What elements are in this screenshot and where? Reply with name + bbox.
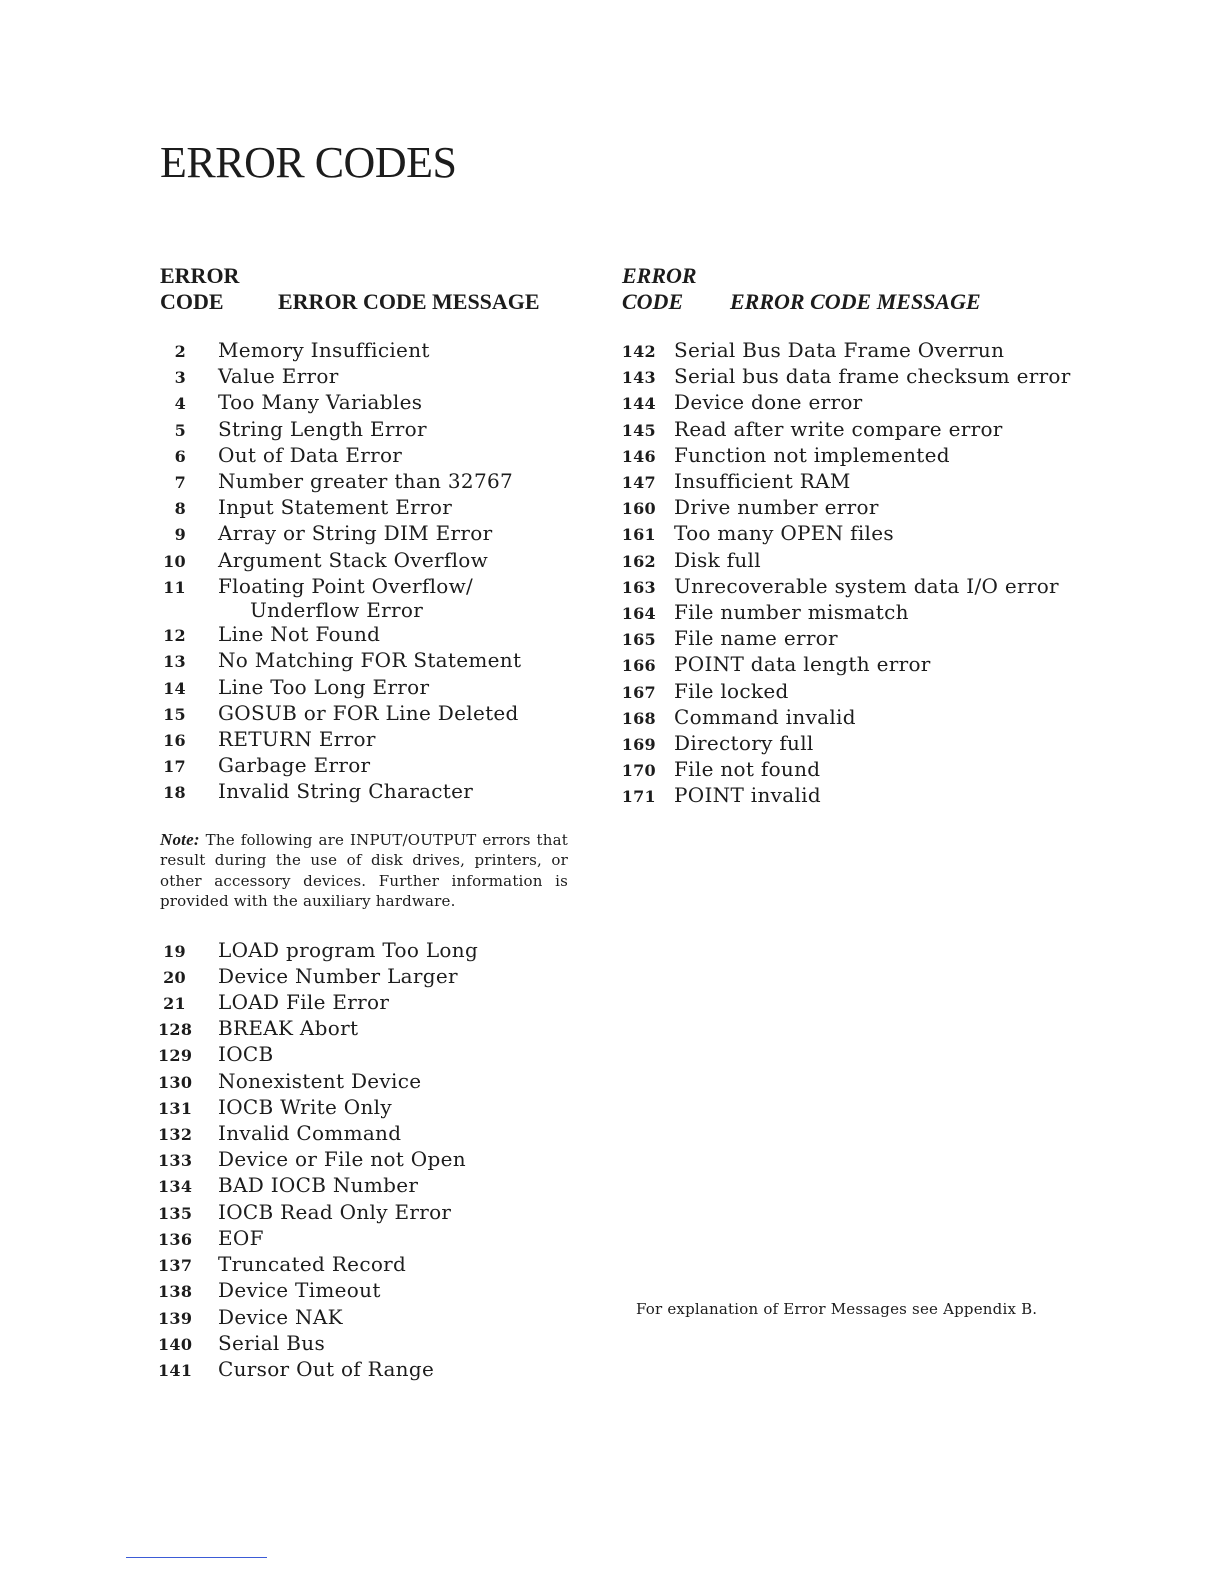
error-code-row bbox=[158, 1173, 578, 1199]
error-code-message bbox=[674, 417, 1090, 441]
error-code-message bbox=[674, 521, 1090, 545]
error-code-message bbox=[218, 469, 578, 493]
error-code-message bbox=[674, 548, 1090, 572]
error-code-number: 163 bbox=[621, 577, 656, 597]
error-code-number: 143 bbox=[621, 368, 656, 388]
error-code-message bbox=[218, 574, 578, 622]
error-code-number: 161 bbox=[621, 525, 656, 545]
error-code-message-text: BAD IOCB Number bbox=[218, 1173, 419, 1198]
header-error-label: ERROR bbox=[160, 263, 240, 288]
error-code-message-text: Command invalid bbox=[674, 704, 856, 729]
error-code-row bbox=[158, 417, 578, 443]
error-code-number: 131 bbox=[158, 1098, 193, 1118]
error-code-row bbox=[158, 1357, 578, 1383]
error-code-message-text: IOCB bbox=[218, 1042, 274, 1067]
error-code-message-text: Nonexistent Device bbox=[218, 1068, 422, 1093]
basic-error-code-list bbox=[158, 338, 578, 806]
error-code-row bbox=[620, 548, 1090, 574]
error-code-message bbox=[218, 1095, 578, 1119]
error-code-number: 142 bbox=[621, 342, 656, 361]
error-code-message-text: Serial bus data frame checksum error bbox=[674, 364, 1071, 389]
error-code-row bbox=[620, 626, 1090, 652]
error-code-row bbox=[158, 1200, 578, 1226]
error-code-message-text: File not found bbox=[674, 757, 821, 782]
error-code-number: 171 bbox=[621, 787, 656, 807]
error-code-number: 18 bbox=[163, 783, 186, 803]
error-code-message-text: Line Too Long Error bbox=[218, 674, 430, 699]
error-code-message-text: Device Timeout bbox=[218, 1278, 381, 1303]
error-code-message-text: Value Error bbox=[218, 364, 339, 389]
error-code-row bbox=[158, 1042, 578, 1068]
error-code-message-text: Out of Data Error bbox=[218, 442, 403, 467]
error-code-message bbox=[218, 1147, 578, 1171]
error-code-row bbox=[158, 364, 578, 390]
error-code-message bbox=[218, 1016, 578, 1040]
error-code-message-text: Insufficient RAM bbox=[674, 469, 851, 494]
error-code-row bbox=[158, 495, 578, 521]
error-code-message bbox=[218, 443, 578, 467]
error-code-message-text: Array or String DIM Error bbox=[218, 521, 493, 546]
error-code-message bbox=[218, 1121, 578, 1145]
error-code-message-text: POINT invalid bbox=[674, 783, 821, 808]
error-code-number: 160 bbox=[621, 499, 656, 519]
header-error-code bbox=[622, 263, 697, 315]
error-code-message bbox=[218, 1331, 578, 1355]
header-message-label: ERROR CODE MESSAGE bbox=[730, 289, 981, 314]
error-code-message-text: Function not implemented bbox=[674, 442, 950, 467]
page-title: ERROR CODES bbox=[160, 138, 457, 187]
error-code-message bbox=[218, 964, 578, 988]
error-code-message bbox=[674, 338, 1090, 362]
error-code-message bbox=[674, 679, 1090, 703]
header-message-label: ERROR CODE MESSAGE bbox=[278, 289, 540, 314]
error-code-message bbox=[674, 443, 1090, 467]
error-code-message bbox=[674, 783, 1090, 807]
io-error-code-list bbox=[158, 938, 578, 1383]
error-code-message bbox=[674, 731, 1090, 755]
left-column-header bbox=[158, 262, 578, 338]
error-code-message bbox=[218, 622, 578, 646]
error-code-number: 19 bbox=[163, 941, 186, 961]
error-code-message bbox=[218, 701, 578, 725]
error-code-message-text: Cursor Out of Range bbox=[218, 1356, 435, 1381]
error-code-message bbox=[218, 548, 578, 572]
error-code-message bbox=[218, 1226, 578, 1250]
error-code-number: 2 bbox=[174, 342, 186, 361]
error-code-message bbox=[674, 757, 1090, 781]
error-code-message-text: Argument Stack Overflow bbox=[218, 547, 489, 572]
error-code-number: 139 bbox=[158, 1308, 193, 1328]
error-code-message bbox=[674, 600, 1090, 624]
error-code-row bbox=[620, 783, 1090, 809]
error-code-message bbox=[218, 1042, 578, 1066]
error-code-row bbox=[158, 648, 578, 674]
error-code-message-text: Too many OPEN files bbox=[674, 521, 894, 546]
error-code-row bbox=[158, 727, 578, 753]
left-column bbox=[158, 262, 578, 1383]
error-code-number: 140 bbox=[158, 1334, 193, 1354]
error-code-row bbox=[620, 338, 1090, 364]
error-code-number: 166 bbox=[621, 656, 656, 676]
error-code-message bbox=[674, 469, 1090, 493]
right-column-header bbox=[620, 262, 1090, 338]
error-code-message-text: Device done error bbox=[674, 390, 863, 415]
error-code-row bbox=[158, 753, 578, 779]
error-code-message bbox=[218, 1357, 578, 1381]
error-code-message bbox=[674, 705, 1090, 729]
error-code-message bbox=[218, 521, 578, 545]
error-code-message bbox=[674, 652, 1090, 676]
error-code-number: 8 bbox=[174, 499, 186, 519]
error-code-row bbox=[620, 731, 1090, 757]
error-code-row bbox=[158, 1095, 578, 1121]
error-code-message-text: File locked bbox=[674, 678, 789, 703]
error-code-row bbox=[158, 390, 578, 416]
error-code-number: 170 bbox=[621, 761, 656, 781]
error-code-message bbox=[218, 727, 578, 751]
error-code-row bbox=[158, 1016, 578, 1042]
error-code-row bbox=[158, 622, 578, 648]
error-code-row bbox=[158, 1147, 578, 1173]
error-code-message-text: Invalid Command bbox=[218, 1121, 402, 1146]
error-code-message-text: Floating Point Overflow/ bbox=[218, 573, 474, 598]
error-code-number: 7 bbox=[174, 473, 186, 493]
error-code-message-text: Too Many Variables bbox=[218, 390, 423, 415]
error-code-row bbox=[620, 652, 1090, 678]
error-code-number: 147 bbox=[621, 473, 656, 493]
error-code-number: 17 bbox=[163, 757, 186, 777]
note-label: Note: bbox=[160, 829, 200, 849]
error-code-number: 144 bbox=[621, 394, 656, 414]
error-code-message-text: LOAD File Error bbox=[218, 990, 390, 1015]
error-code-message bbox=[218, 938, 578, 962]
error-code-row bbox=[620, 390, 1090, 416]
error-code-row bbox=[158, 675, 578, 701]
error-code-message-text: EOF bbox=[218, 1225, 264, 1250]
error-code-row bbox=[620, 574, 1090, 600]
error-code-number: 21 bbox=[163, 994, 186, 1014]
error-code-row bbox=[158, 701, 578, 727]
error-code-message bbox=[218, 779, 578, 803]
error-code-number: 135 bbox=[158, 1203, 193, 1223]
error-code-message bbox=[218, 990, 578, 1014]
error-code-number: 136 bbox=[158, 1229, 193, 1249]
error-code-row bbox=[158, 938, 578, 964]
error-code-number: 14 bbox=[163, 678, 186, 698]
error-code-message bbox=[674, 364, 1090, 388]
error-code-row bbox=[158, 1226, 578, 1252]
error-code-number: 16 bbox=[163, 731, 186, 751]
error-code-number: 146 bbox=[621, 446, 656, 466]
error-code-message-continuation: Underflow Error bbox=[250, 598, 424, 623]
error-code-number: 168 bbox=[621, 708, 656, 728]
error-code-message-text: Truncated Record bbox=[218, 1252, 407, 1277]
error-code-row bbox=[158, 574, 578, 622]
error-code-message-text: Drive number error bbox=[674, 495, 879, 520]
error-code-row bbox=[158, 469, 578, 495]
error-code-message-text: Disk full bbox=[674, 547, 761, 572]
error-code-message bbox=[218, 1252, 578, 1276]
error-code-message-text: IOCB Write Only bbox=[218, 1094, 392, 1119]
error-code-row bbox=[158, 779, 578, 805]
error-code-number: 130 bbox=[158, 1072, 193, 1092]
error-code-message bbox=[674, 626, 1090, 650]
error-code-message-text: Read after write compare error bbox=[674, 416, 1003, 441]
error-code-row bbox=[158, 443, 578, 469]
error-code-number: 169 bbox=[621, 735, 656, 755]
error-code-message-text: No Matching FOR Statement bbox=[218, 648, 522, 673]
error-code-message-text: Line Not Found bbox=[218, 622, 381, 647]
error-code-number: 132 bbox=[158, 1125, 193, 1145]
error-code-row bbox=[620, 679, 1090, 705]
error-code-number: 145 bbox=[621, 420, 656, 440]
error-code-message bbox=[218, 1278, 578, 1302]
error-code-message bbox=[218, 364, 578, 388]
error-code-message-text: BREAK Abort bbox=[218, 1016, 359, 1041]
error-code-message-text: Device NAK bbox=[218, 1304, 343, 1329]
header-error-label: ERROR bbox=[622, 263, 697, 288]
note-text: The following are INPUT/OUTPUT errors that result during the use of disk drives, printers, or other accessory devices. Further information is provided with the auxiliary hardware. bbox=[160, 830, 569, 911]
error-code-message bbox=[218, 338, 578, 362]
error-code-number: 134 bbox=[158, 1177, 193, 1197]
error-code-number: 129 bbox=[158, 1046, 193, 1066]
error-code-message bbox=[218, 417, 578, 441]
error-code-message-text: Serial Bus bbox=[218, 1330, 326, 1355]
error-code-row bbox=[158, 1305, 578, 1331]
error-code-number: 137 bbox=[158, 1256, 193, 1276]
error-code-number: 133 bbox=[158, 1151, 193, 1171]
error-code-message bbox=[218, 1173, 578, 1197]
device-error-code-list bbox=[620, 338, 1090, 810]
error-code-message bbox=[218, 648, 578, 672]
io-note bbox=[160, 830, 568, 912]
error-code-number: 12 bbox=[163, 626, 186, 646]
appendix-footnote: For explanation of Error Messages see Appendix B. bbox=[636, 1300, 1038, 1318]
error-code-message bbox=[218, 1305, 578, 1329]
error-code-row bbox=[158, 1252, 578, 1278]
error-code-row bbox=[158, 964, 578, 990]
error-code-message bbox=[674, 495, 1090, 519]
error-code-message-text: Input Statement Error bbox=[218, 495, 453, 520]
error-code-row bbox=[158, 521, 578, 547]
error-code-message-text: Memory Insufficient bbox=[218, 338, 430, 362]
error-code-row bbox=[620, 443, 1090, 469]
error-code-number: 11 bbox=[163, 577, 186, 597]
error-code-row bbox=[620, 417, 1090, 443]
error-code-number: 138 bbox=[158, 1282, 193, 1302]
error-code-message-text: Garbage Error bbox=[218, 753, 371, 778]
error-code-row bbox=[158, 548, 578, 574]
error-code-row bbox=[158, 1069, 578, 1095]
error-code-message-text: IOCB Read Only Error bbox=[218, 1199, 452, 1224]
error-code-message-text: LOAD program Too Long bbox=[218, 937, 479, 962]
error-code-message-text: GOSUB or FOR Line Deleted bbox=[218, 700, 519, 725]
error-code-number: 20 bbox=[163, 967, 186, 987]
error-code-row bbox=[620, 521, 1090, 547]
error-code-row bbox=[620, 705, 1090, 731]
error-code-number: 15 bbox=[163, 704, 186, 724]
error-code-number: 141 bbox=[158, 1360, 193, 1380]
error-code-number: 162 bbox=[621, 551, 656, 571]
error-code-row bbox=[620, 495, 1090, 521]
error-code-row bbox=[158, 1331, 578, 1357]
error-code-message bbox=[218, 390, 578, 414]
error-code-message-text: Unrecoverable system data I/O error bbox=[674, 573, 1059, 598]
header-error-code bbox=[160, 263, 239, 315]
error-code-message-text: Number greater than 32767 bbox=[218, 469, 514, 494]
error-code-message-text: Serial Bus Data Frame Overrun bbox=[674, 338, 1005, 362]
error-code-message bbox=[218, 1200, 578, 1224]
error-code-message-text: RETURN Error bbox=[218, 727, 376, 752]
error-code-message bbox=[674, 574, 1090, 598]
error-code-row bbox=[158, 1121, 578, 1147]
error-code-number: 5 bbox=[174, 420, 186, 440]
error-code-row bbox=[158, 990, 578, 1016]
error-code-message-text: Invalid String Character bbox=[218, 779, 474, 804]
error-code-message-text: POINT data length error bbox=[674, 652, 931, 677]
error-code-message-text: Device Number Larger bbox=[218, 963, 458, 988]
error-code-number: 167 bbox=[621, 682, 656, 702]
error-code-number: 164 bbox=[621, 604, 656, 624]
error-code-row bbox=[620, 469, 1090, 495]
error-code-message bbox=[218, 675, 578, 699]
error-code-number: 10 bbox=[163, 551, 186, 571]
error-code-row bbox=[620, 364, 1090, 390]
error-code-number: 3 bbox=[174, 368, 186, 388]
error-code-row bbox=[158, 1278, 578, 1304]
right-column bbox=[620, 262, 1090, 810]
error-code-message-text: Device or File not Open bbox=[218, 1147, 466, 1172]
error-code-message-text: File number mismatch bbox=[674, 600, 909, 625]
error-code-number: 128 bbox=[158, 1020, 193, 1040]
error-code-message bbox=[218, 495, 578, 519]
error-code-number: 9 bbox=[174, 525, 186, 545]
error-code-number: 6 bbox=[174, 446, 186, 466]
error-code-message-text: String Length Error bbox=[218, 416, 427, 441]
error-code-message bbox=[218, 1069, 578, 1093]
error-code-message-text: File name error bbox=[674, 626, 838, 651]
header-code-label: CODE bbox=[160, 289, 224, 314]
error-code-row bbox=[620, 600, 1090, 626]
error-code-row bbox=[158, 338, 578, 364]
error-code-number: 13 bbox=[163, 652, 186, 672]
header-code-label: CODE bbox=[622, 289, 684, 314]
error-code-message bbox=[218, 753, 578, 777]
error-code-number: 165 bbox=[621, 630, 656, 650]
error-code-row bbox=[620, 757, 1090, 783]
footnote-divider bbox=[126, 1557, 267, 1558]
error-code-message bbox=[674, 390, 1090, 414]
error-code-number: 4 bbox=[174, 394, 186, 414]
error-code-message-text: Directory full bbox=[674, 731, 814, 756]
